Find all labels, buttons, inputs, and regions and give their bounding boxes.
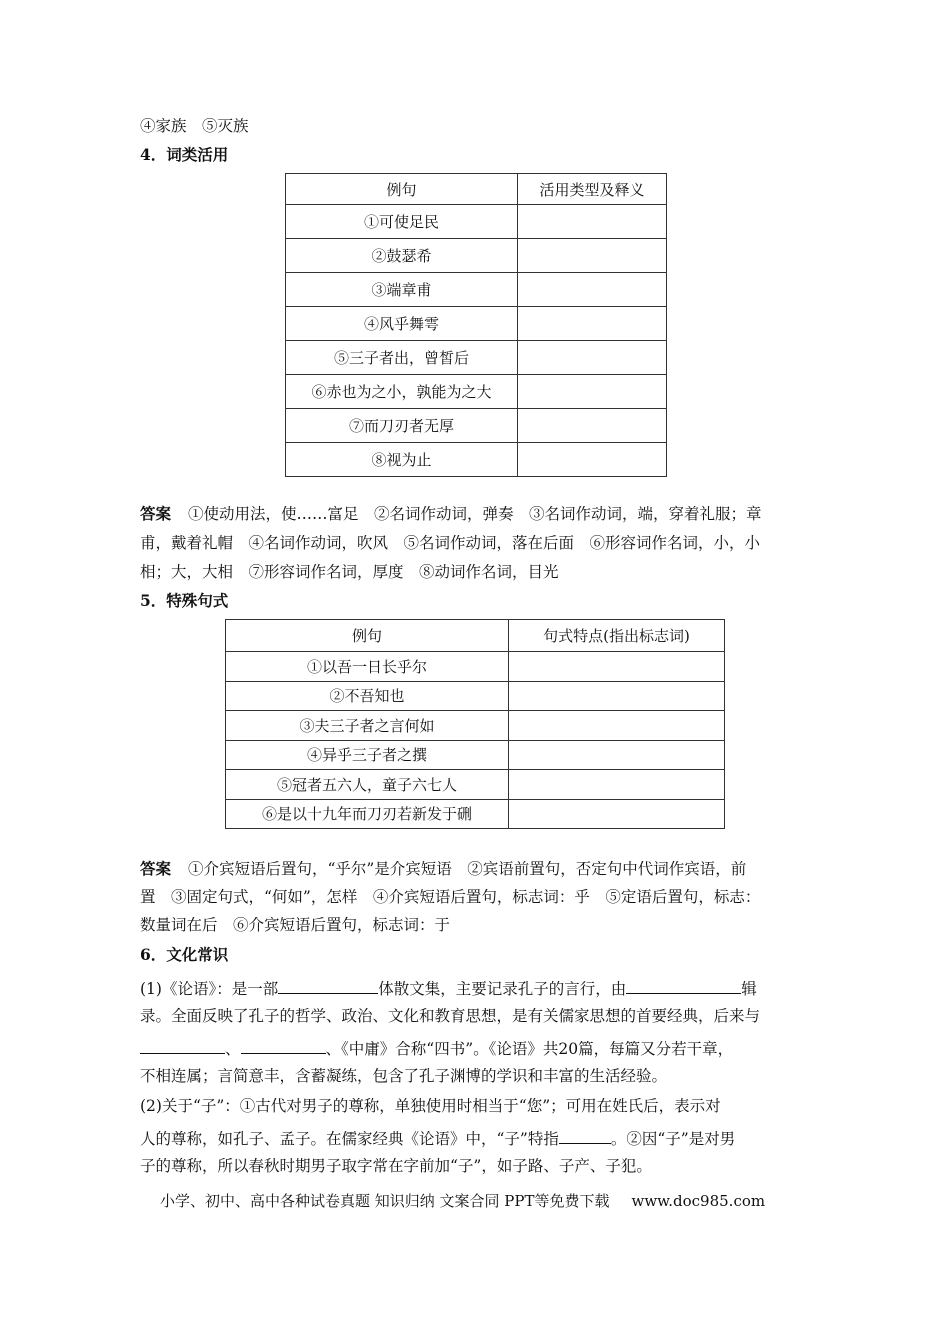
header-example: 例句 (286, 174, 518, 205)
table-row (286, 443, 667, 477)
table-row (226, 740, 725, 770)
example-cell: ②不吾知也 (226, 681, 509, 711)
table-row (286, 239, 667, 273)
answer-cell (518, 239, 667, 273)
example-cell: ④异乎三子者之撰 (226, 740, 509, 770)
section5-answer-line-1 (140, 858, 746, 880)
table-header-row (226, 620, 725, 652)
section5-title: 5．特殊句式 (140, 591, 229, 610)
answer-cell (509, 799, 725, 829)
answer-label: 答案 (140, 504, 172, 523)
answer-cell (518, 341, 667, 375)
example-cell: ④风乎舞雩 (286, 307, 518, 341)
section4-answer-line-1 (140, 503, 761, 525)
answer-cell (509, 711, 725, 741)
text-fragment: 辑 (741, 980, 757, 998)
answer-cell (518, 409, 667, 443)
answer-text: ①介宾短语后置句，“乎尔”是介宾短语 ②宾语前置句，否定句中代词作宾语，前 (187, 860, 747, 878)
header-feature: 句式特点(指出标志词) (509, 620, 725, 652)
section4-answer-line-3: 相；大，大相 ⑦形容词作名词，厚度 ⑧动词作名词，目光 (140, 563, 559, 581)
table-row (286, 341, 667, 375)
section5-answer-line-3: 数量词在后 ⑥介宾短语后置句，标志词：于 (140, 916, 451, 934)
answer-cell (518, 273, 667, 307)
example-cell: ⑤三子者出，曾皙后 (286, 341, 518, 375)
header-example: 例句 (226, 620, 509, 652)
answer-text: ①使动用法，使……富足 ②名词作动词，弹奏 ③名词作动词，端，穿着礼服；章 (187, 505, 762, 523)
text-fragment: (1)《论语》：是一部 (140, 980, 279, 998)
fill-blank (278, 975, 378, 994)
example-cell: ①可使足民 (286, 205, 518, 239)
section4-table (285, 173, 667, 477)
fill-blank (140, 1035, 225, 1054)
table-row (226, 652, 725, 682)
table-row (286, 409, 667, 443)
table-header-row (286, 174, 667, 205)
example-cell: ⑤冠者五六人，童子六七人 (226, 770, 509, 800)
table-row (286, 273, 667, 307)
section6-p1-line-1 (140, 975, 757, 1000)
text-fragment: 人的尊称，如孔子、孟子。在儒家经典《论语》中，“子”特指 (140, 1130, 559, 1148)
text-fragment: 。②因“子”是对男 (610, 1130, 736, 1148)
answer-cell (518, 205, 667, 239)
footer-text: 小学、初中、高中各种试卷真题 知识归纳 文案合同 PPT等免费下载 (160, 1192, 610, 1210)
header-type: 活用类型及释义 (518, 174, 667, 205)
answer-cell (509, 740, 725, 770)
section6-p2-line-2 (140, 1125, 735, 1150)
example-cell: ②鼓瑟希 (286, 239, 518, 273)
table-row (286, 307, 667, 341)
table-row (226, 681, 725, 711)
section5-table (225, 619, 725, 829)
top-line: ④家族 ⑤灭族 (140, 117, 249, 135)
table-row (286, 205, 667, 239)
text-fragment: 、 (225, 1040, 241, 1058)
answer-cell (518, 443, 667, 477)
answer-cell (509, 652, 725, 682)
footer (160, 1190, 765, 1211)
section6-p1-line-4: 不相连属；言简意丰，含蓄凝练，包含了孔子渊博的学识和丰富的生活经验。 (140, 1067, 668, 1085)
example-cell: ⑧视为止 (286, 443, 518, 477)
section4-title: 4．词类活用 (140, 145, 229, 164)
table-row (226, 711, 725, 741)
fill-blank (626, 975, 741, 994)
section5-answer-line-2: 置 ③固定句式，“何如”，怎样 ④介宾短语后置句，标志词：乎 ⑤定语后置句，标志： (140, 888, 761, 906)
table-row (286, 375, 667, 409)
answer-label: 答案 (140, 859, 172, 878)
footer-url: www.doc985.com (631, 1192, 766, 1210)
section6-title: 6．文化常识 (140, 945, 229, 964)
section6-p2-line-1: (2)关于“子”：①古代对男子的尊称，单独使用时相当于“您”；可用在姓氏后，表示对 (140, 1097, 721, 1115)
fill-blank (559, 1125, 611, 1144)
table-row (226, 799, 725, 829)
text-fragment: 、《中庸》合称“四书”。《论语》共20篇，每篇又分若干章， (325, 1040, 734, 1058)
section6-p2-line-3: 子的尊称，所以春秋时期男子取字常在字前加“子”，如子路、子产、子犯。 (140, 1157, 652, 1175)
section4-answer-line-2: 甫，戴着礼帽 ④名词作动词，吹风 ⑤名词作动词，落在后面 ⑥形容词作名词，小，小 (140, 534, 761, 552)
example-cell: ⑦而刀刃者无厚 (286, 409, 518, 443)
example-cell: ③夫三子者之言何如 (226, 711, 509, 741)
fill-blank (241, 1035, 326, 1054)
answer-cell (509, 681, 725, 711)
example-cell: ⑥是以十九年而刀刃若新发于硎 (226, 799, 509, 829)
example-cell: ③端章甫 (286, 273, 518, 307)
section6-p1-line-3 (140, 1035, 733, 1060)
answer-cell (518, 375, 667, 409)
text-fragment: 体散文集，主要记录孔子的言行，由 (378, 980, 627, 998)
answer-cell (518, 307, 667, 341)
answer-cell (509, 770, 725, 800)
table-row (226, 770, 725, 800)
example-cell: ①以吾一日长乎尔 (226, 652, 509, 682)
example-cell: ⑥赤也为之小，孰能为之大 (286, 375, 518, 409)
section6-p1-line-2: 录。全面反映了孔子的哲学、政治、文化和教育思想，是有关儒家思想的首要经典，后来与 (140, 1007, 761, 1025)
